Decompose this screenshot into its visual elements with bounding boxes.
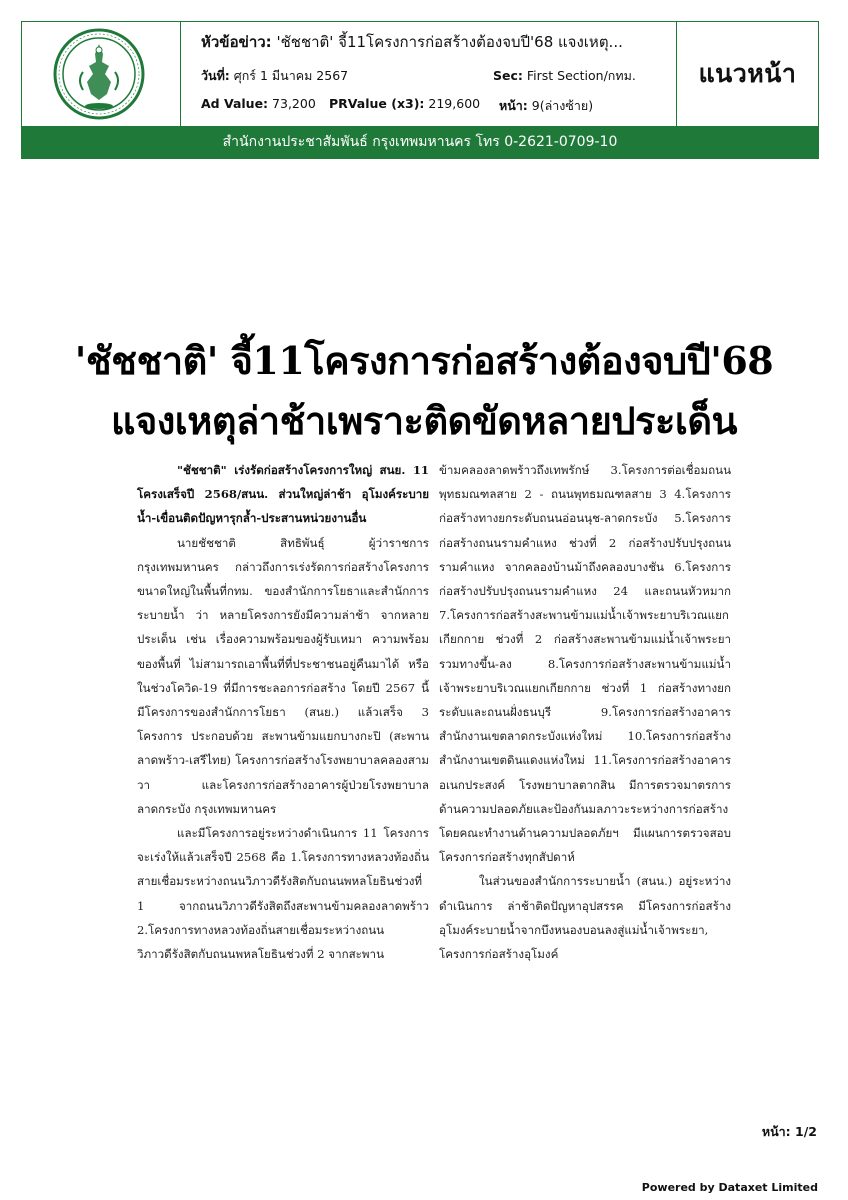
- logo-cell: [22, 22, 181, 126]
- article-headline-line1: 'ชัชชาติ' จี้11โครงการก่อสร้างต้องจบปี'68: [74, 338, 774, 383]
- pr-value-label: PRValue (x3):: [329, 96, 425, 111]
- article-column-left: [137, 458, 429, 966]
- article-column-right: [439, 458, 731, 966]
- clipping-header: [21, 21, 819, 159]
- pr-value: 219,600: [428, 96, 481, 111]
- article-paragraph: ข้ามคลองลาดพร้าวถึงเทพรักษ์ 3.โครงการต่อเชื่อมถนนพุทธมณฑลสาย 2 - ถนนพุทธมณฑลสาย 3 4.โครงการก่อสร้างทางยกระดับถนนอ่อนนุช-ลาดกระบัง 5.โครงการก่อสร้างถนนรามคำแหง ช่วงที่ 2 ก่อสร้างปรับปรุงถนนรามคำแหง จากคลองบ้านม้าถึงคลองบางชัน 6.โครงการก่อสร้างปรับปรุงถนนรามคำแหง 24 และถนนหัวหมาก 7.โครงการก่อสร้างสะพานข้ามแม่น้ำเจ้าพระยาบริเวณแยกเกียกกาย ช่วงที่ 2 ก่อสร้างสะพานข้ามแม่น้ำเจ้าพระยา รวมทางขึ้น-ลง 8.โครงการก่อสร้างสะพานข้ามแม่น้ำเจ้าพระยาบริเวณแยกเกียกกาย ช่วงที่ 1 ก่อสร้างทางยกระดับและถนนฝั่งธนบุรี 9.โครงการก่อสร้างอาคารสำนักงานเขตลาดกระบังแห่งใหม่ 10.โครงการก่อสร้างสำนักงานเขตดินแดงแห่งใหม่ 11.โครงการก่อสร้างอาคารอเนกประสงค์ โรงพยาบาลตากสิน มีการตรวจมาตรการด้านความปลอดภัยและป้องกันมลภาวะระหว่างการก่อสร้าง โดยคณะทำงานด้านความปลอดภัยฯ มีแผนการตรวจสอบโครงการก่อสร้างทุกสัปดาห์: [439, 463, 731, 865]
- headline-label: หัวข้อข่าว:: [201, 33, 272, 51]
- page-number: หน้า: 1/2: [761, 1124, 817, 1139]
- article-paragraph: และมีโครงการอยู่ระหว่างดำเนินการ 11 โครงการ จะเร่งให้แล้วเสร็จปี 2568 คือ 1.โครงการทางหลวงท้องถิ่นสายเชื่อมระหว่างถนนวิภาวดีรังสิตกับถนนพหลโยธินช่วงที่ 1 จากถนนวิภาวดีรังสิตถึงสะพานข้ามคลองลาดพร้าว 2.โครงการทางหลวงท้องถิ่นสายเชื่อมระหว่างถนนวิภาวดีรังสิตกับถนนพหลโยธินช่วงที่ 2 จากสะพาน: [137, 826, 429, 962]
- powered-by: Powered by Dataxet Limited: [641, 1181, 818, 1194]
- ad-value-label: Ad Value:: [201, 96, 269, 111]
- article-lead: "ชัชชาติ" เร่งรัดก่อสร้างโครงการใหญ่ สนย. 11 โครงเสร็จปี 2568/สนน. ส่วนใหญ่ล่าช้า อุโมงค์ระบายน้ำ-เขื่อนติดปัญหารุกล้ำ-ประสานหน่วยงานอื่น: [137, 463, 429, 526]
- contact-band: สำนักงานประชาสัมพันธ์ กรุงเทพมหานคร โทร 0-2621-0709-10: [22, 126, 818, 158]
- section-info: [493, 66, 636, 86]
- date-value: ศุกร์ 1 มีนาคม 2567: [233, 68, 349, 83]
- pr-value-info: [329, 96, 480, 111]
- section-label: Sec:: [493, 68, 523, 83]
- section-value: First Section/กทม.: [526, 68, 636, 83]
- date-row: [201, 66, 671, 86]
- headline-row: [201, 30, 671, 54]
- publication-name: แนวหน้า: [698, 59, 797, 88]
- article-headline-line2: แจงเหตุล่าช้าเพราะติดขัดหลายประเด็น: [110, 398, 737, 443]
- ad-value: 73,200: [272, 96, 316, 111]
- article-paragraph: ในส่วนของสำนักการระบายน้ำ (สนน.) อยู่ระหว่างดำเนินการ ล่าช้าติดปัญหาอุปสรรค มีโครงการก่อสร้างอุโมงค์ระบายน้ำจากบึงหนองบอนลงสู่แม่น้ำเจ้าพระยา, โครงการก่อสร้างอุโมงค์: [439, 874, 731, 962]
- clipping-info: [181, 22, 677, 126]
- date-label: วันที่:: [201, 68, 230, 83]
- page-info: [499, 96, 593, 116]
- headline-value: 'ชัชชาติ' จี้11โครงการก่อสร้างต้องจบปี'68 แจงเหตุ...: [276, 33, 623, 51]
- page-label: หน้า:: [499, 98, 528, 113]
- article-paragraph: นายชัชชาติ สิทธิพันธุ์ ผู้ว่าราชการกรุงเทพมหานคร กล่าวถึงการเร่งรัดการก่อสร้างโครงการขนาดใหญ่ในพื้นที่กทม. ของสำนักการโยธาและสำนักการระบายน้ำ ว่า หลายโครงการยังมีความล่าช้า จากหลายประเด็น เช่น เรื่องความพร้อมของผู้รับเหมา ความพร้อมของพื้นที่ ไม่สามารถเอาพื้นที่ที่ประชาชนอยู่คืนมาได้ หรือในช่วงโควิด-19 ที่มีการชะลอการก่อสร้าง โดยปี 2567 นี้ มีโครงการของสำนักการโยธา (สนย.) แล้วเสร็จ 3 โครงการ ประกอบด้วย สะพานข้ามแยกบางกะปิ (สะพานลาดพร้าว-เสรีไทย) โครงการก่อสร้างโรงพยาบาลคลองสามวา และโครงการก่อสร้างอาคารผู้ป่วยโรงพยาบาลลาดกระบัง กรุงเทพมหานคร: [137, 535, 429, 816]
- bangkok-seal-logo: [53, 28, 145, 120]
- value-row: [201, 96, 671, 111]
- page-value: 9(ล่างซ้าย): [531, 98, 594, 113]
